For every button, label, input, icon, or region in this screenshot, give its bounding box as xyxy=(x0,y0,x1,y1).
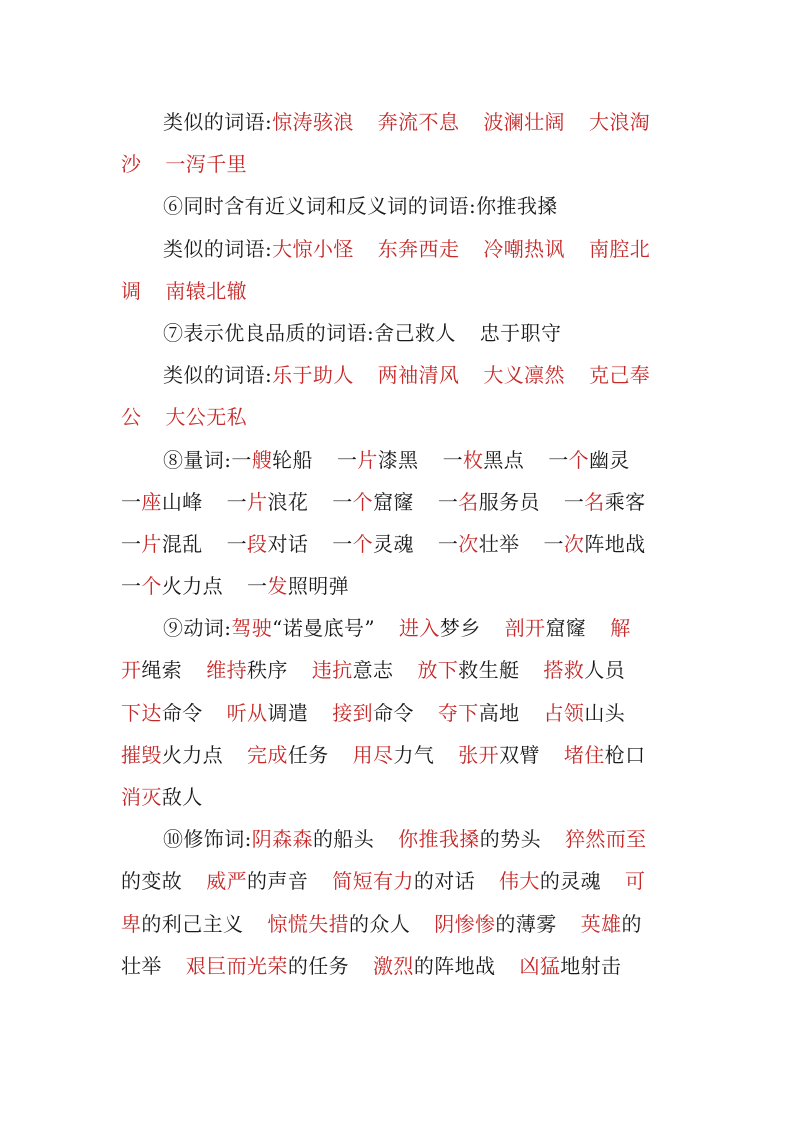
answer-text: 艰巨而光荣 xyxy=(185,953,288,978)
answer-text: 波澜壮阔 xyxy=(483,110,565,134)
text-line xyxy=(121,649,681,691)
body-text: 的势头 xyxy=(479,827,541,852)
answer-text: 片 xyxy=(141,531,162,556)
body-text: 双臂 xyxy=(499,742,540,767)
body-text: 一 xyxy=(336,447,358,472)
text-line xyxy=(121,185,681,227)
answer-text: 调 xyxy=(121,278,142,303)
answer-text: 发 xyxy=(267,574,288,599)
answer-text: 克己奉 xyxy=(588,363,651,388)
answer-text: 枚 xyxy=(463,447,484,472)
answer-text: 猝然而至 xyxy=(564,827,647,852)
text-line xyxy=(121,903,681,945)
text-line xyxy=(121,270,681,312)
body-text: 一 xyxy=(442,447,463,472)
body-text: 忠于职守 xyxy=(479,320,562,345)
answer-text: 维持 xyxy=(206,658,248,683)
answer-text: 放下 xyxy=(417,658,459,683)
text-line xyxy=(121,692,681,734)
text-line xyxy=(121,101,681,143)
answer-text: 乐于助人 xyxy=(272,363,354,388)
body-text: 一 xyxy=(121,531,142,556)
answer-text: 艘 xyxy=(251,447,273,472)
body-text: ⑦表示优良品质的词语:舍己救人 xyxy=(163,320,456,345)
text-line xyxy=(121,818,681,860)
body-text: 的利己主义 xyxy=(141,911,244,936)
answer-text: 你推我搡 xyxy=(398,827,480,852)
body-text: 一 xyxy=(247,574,268,599)
answer-text: 名 xyxy=(584,489,605,514)
body-text: 漆黑 xyxy=(377,447,419,472)
text-line xyxy=(121,143,681,185)
body-text: 一 xyxy=(563,489,585,514)
answer-text: 堵住 xyxy=(563,742,605,767)
answer-text: 大公无私 xyxy=(165,405,248,430)
answer-text: 解 xyxy=(610,616,631,641)
body-text: 照明弹 xyxy=(287,574,350,599)
body-text: 一 xyxy=(121,574,142,599)
answer-text: 个 xyxy=(568,447,590,472)
answer-text: 伟大 xyxy=(499,869,540,894)
body-text: 地射击 xyxy=(560,953,622,978)
answer-text: 大义凛然 xyxy=(483,363,565,388)
body-text: 山头 xyxy=(584,700,626,725)
answer-text: 凶猛 xyxy=(519,953,561,978)
body-text: 类似的词语: xyxy=(163,110,273,134)
body-text: 一 xyxy=(437,531,459,556)
answer-text: 阴森森 xyxy=(251,827,313,852)
answer-text: 接到 xyxy=(332,700,374,725)
body-text: 壮举 xyxy=(121,953,162,978)
body-text: “诺曼底号” xyxy=(272,616,376,641)
body-text: 一 xyxy=(226,531,248,556)
body-text: 灵魂 xyxy=(373,531,414,556)
body-text: 幽灵 xyxy=(589,447,630,472)
body-text: 壮举 xyxy=(478,531,520,556)
answer-text: 进入 xyxy=(399,616,440,641)
body-text: 命令 xyxy=(161,700,203,725)
answer-text: 夺下 xyxy=(437,700,479,725)
text-line xyxy=(121,481,681,523)
body-text: 类似的词语: xyxy=(163,236,273,261)
answer-text: 东奔西走 xyxy=(377,236,460,261)
body-text: 的 xyxy=(621,911,642,936)
body-text: 一 xyxy=(548,447,569,472)
answer-text: 可 xyxy=(625,869,646,894)
answer-text: 片 xyxy=(247,489,268,514)
text-line xyxy=(121,607,681,649)
body-text: 黑点 xyxy=(483,447,525,472)
text-line xyxy=(121,312,681,354)
answer-text: 下达 xyxy=(121,700,162,725)
body-text: 高地 xyxy=(478,700,520,725)
answer-text: 大浪淘 xyxy=(588,110,651,134)
body-text: 的变故 xyxy=(121,869,183,894)
text-line xyxy=(121,396,681,438)
answer-text: 消灭 xyxy=(121,785,162,809)
body-text: ⑧量词:一 xyxy=(163,447,252,472)
body-text: 枪口 xyxy=(604,742,646,767)
body-text: 阵地战 xyxy=(584,531,646,556)
body-text: 一 xyxy=(226,489,248,514)
body-text: 的众人 xyxy=(349,911,411,936)
body-text: 力气 xyxy=(393,742,435,767)
document-page xyxy=(121,101,681,987)
body-text: 的对话 xyxy=(413,869,476,894)
body-text: 对话 xyxy=(267,531,309,556)
text-line xyxy=(121,945,681,987)
answer-text: 违抗 xyxy=(311,658,353,683)
body-text: 任务 xyxy=(287,742,329,767)
body-text: 意志 xyxy=(352,658,394,683)
answer-text: 一泻千里 xyxy=(165,152,248,177)
body-text: ⑩修饰词: xyxy=(163,827,252,852)
body-text: 命令 xyxy=(373,700,414,725)
body-text: 救生艇 xyxy=(458,658,520,683)
answer-text: 个 xyxy=(352,489,374,514)
answer-text: 公 xyxy=(121,405,142,430)
answer-text: 阴惨惨 xyxy=(434,911,496,936)
body-text: 浪花 xyxy=(267,489,309,514)
body-text: 秩序 xyxy=(247,658,288,683)
body-text: 一 xyxy=(543,531,564,556)
body-text: 窟窿 xyxy=(545,616,587,641)
answer-text: 次 xyxy=(458,531,479,556)
body-text: 调遣 xyxy=(267,700,309,725)
answer-text: 片 xyxy=(357,447,378,472)
answer-text: 个 xyxy=(352,531,374,556)
body-text: 的灵魂 xyxy=(539,869,602,894)
answer-text: 激烈 xyxy=(373,953,414,978)
body-text: 窟窿 xyxy=(373,489,414,514)
text-line xyxy=(121,439,681,481)
answer-text: 剖开 xyxy=(504,616,546,641)
answer-text: 搭救 xyxy=(543,658,585,683)
body-text: 火力点 xyxy=(161,742,224,767)
body-text: 混乱 xyxy=(161,531,203,556)
answer-text: 南辕北辙 xyxy=(165,278,248,303)
answer-text: 卑 xyxy=(121,911,142,936)
text-line xyxy=(121,228,681,270)
body-text: 人员 xyxy=(584,658,626,683)
answer-text: 威严 xyxy=(206,869,248,894)
text-line xyxy=(121,354,681,396)
answer-text: 奔流不息 xyxy=(377,110,460,134)
answer-text: 南腔北 xyxy=(588,236,651,261)
body-text: 一 xyxy=(332,531,353,556)
answer-text: 完成 xyxy=(247,742,288,767)
answer-text: 个 xyxy=(141,574,162,599)
answer-text: 两袖清风 xyxy=(377,363,460,388)
text-line xyxy=(121,860,681,902)
body-text: 的阵地战 xyxy=(413,953,496,978)
answer-text: 名 xyxy=(458,489,479,514)
body-text: 绳索 xyxy=(141,658,183,683)
body-text: 敌人 xyxy=(161,785,203,809)
text-line xyxy=(121,523,681,565)
body-text: 的声音 xyxy=(247,869,309,894)
text-line xyxy=(121,565,681,607)
answer-text: 次 xyxy=(563,531,585,556)
answer-text: 占领 xyxy=(543,700,585,725)
answer-text: 段 xyxy=(247,531,268,556)
answer-text: 沙 xyxy=(121,152,142,177)
body-text: 梦乡 xyxy=(439,616,481,641)
body-text: 一 xyxy=(437,489,459,514)
body-text: 类似的词语: xyxy=(163,363,273,388)
body-text: 的薄雾 xyxy=(495,911,557,936)
answer-text: 听从 xyxy=(226,700,268,725)
answer-text: 驾驶 xyxy=(231,616,273,641)
body-text: 乘客 xyxy=(604,489,646,514)
body-text: 一 xyxy=(332,489,353,514)
answer-text: 简短有力 xyxy=(332,869,414,894)
text-line xyxy=(121,776,681,818)
answer-text: 张开 xyxy=(458,742,500,767)
body-text: 火力点 xyxy=(161,574,224,599)
answer-text: 冷嘲热讽 xyxy=(483,236,565,261)
body-text: 的任务 xyxy=(287,953,350,978)
body-text: 一 xyxy=(121,489,142,514)
body-text: 轮船 xyxy=(272,447,313,472)
body-text: 山峰 xyxy=(161,489,203,514)
body-text: ⑨动词: xyxy=(163,616,232,641)
body-text: 服务员 xyxy=(478,489,540,514)
answer-text: 大惊小怪 xyxy=(272,236,354,261)
text-line xyxy=(121,734,681,776)
answer-text: 摧毁 xyxy=(121,742,162,767)
body-text: ⑥同时含有近义词和反义词的词语:你推我搡 xyxy=(163,194,558,219)
answer-text: 开 xyxy=(121,658,142,683)
answer-text: 座 xyxy=(141,489,162,514)
answer-text: 用尽 xyxy=(352,742,394,767)
answer-text: 英雄 xyxy=(580,911,622,936)
answer-text: 惊涛骇浪 xyxy=(272,110,354,134)
body-text: 的船头 xyxy=(312,827,375,852)
answer-text: 惊慌失措 xyxy=(267,911,350,936)
